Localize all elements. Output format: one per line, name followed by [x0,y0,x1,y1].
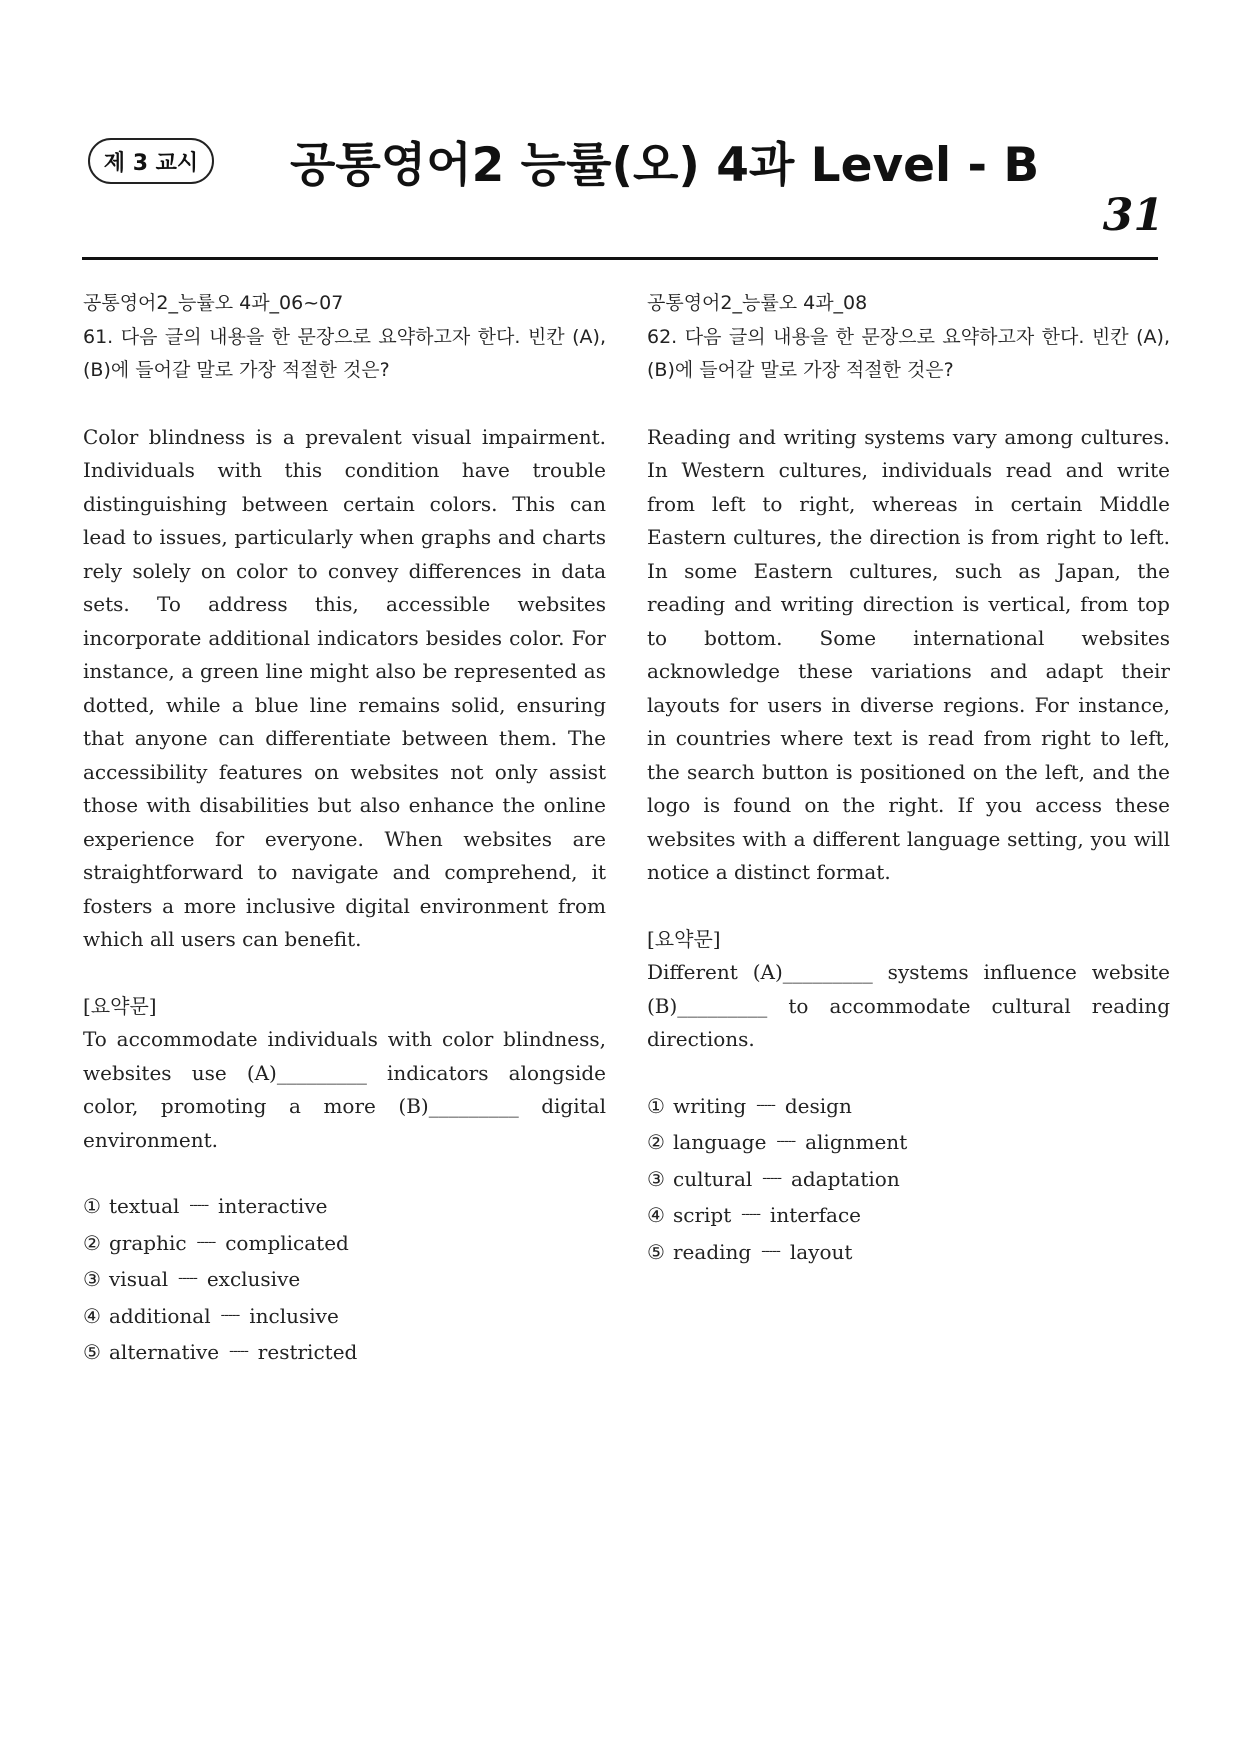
summary-label: [요약문] [83,993,157,1018]
option-word-a: additional [109,1303,211,1328]
option-separator: ----- [229,1343,248,1359]
option-word-b: complicated [225,1230,349,1255]
option-separator: ----- [761,1242,780,1259]
page-number: 31 [1102,190,1164,241]
option-separator: ----- [178,1270,197,1286]
option-separator: ----- [756,1096,775,1113]
option-number: ④ [83,1303,101,1328]
option-word-a: textual [109,1194,180,1218]
option-separator: ----- [762,1169,781,1186]
option-separator: ----- [220,1306,240,1323]
option-number: ① [647,1093,665,1118]
answer-option-3[interactable] [647,1163,1170,1200]
option-number: ② [647,1130,665,1154]
answer-option-1[interactable] [647,1090,1170,1127]
option-number: ⑤ [647,1239,665,1264]
option-separator: ----- [196,1233,216,1250]
option-word-b: design [784,1093,852,1118]
reading-passage: Color blindness is a prevalent visual impairment. Individuals with this condition have trouble distinguishing between certain colors. This can lead to issues, particularly when graphs and charts rely solely on color to convey differences in data sets. To address this, accessible websites incorporate additional indicators besides color. For instance, a green line might also be represented as dotted, while a blue line remains solid, ensuring that anyone can differentiate between them. The accessibility features on websites not only assist those with disabilities but also enhance the online experience for everyone. When websites are straightforward to navigate and comprehend, it fosters a more inclusive digital environment from which all users can benefit. [83,424,606,951]
question-source: 공통영어2_능률오 4과_06~07 [83,292,344,314]
option-word-a: writing [673,1093,747,1118]
answer-option-2[interactable] [83,1227,606,1264]
option-word-b: alignment [805,1130,908,1154]
answer-option-4[interactable] [83,1300,606,1337]
answer-option-5[interactable] [83,1336,606,1373]
answer-option-4[interactable] [647,1199,1170,1236]
summary-text: To accommodate individuals with color blindness, websites use (A)_________ indicators alongside color, promoting a more (B)_________ digital environment. [83,1027,606,1152]
option-word-a: visual [109,1267,169,1291]
option-number: ⑤ [83,1340,101,1364]
option-number: ② [83,1230,101,1255]
option-word-b: interactive [218,1194,328,1218]
answer-option-3[interactable] [83,1263,606,1300]
summary-text: Different (A)_________ systems influence website (B)_________ to accommodate cultural reading directions. [647,960,1170,1051]
option-number: ③ [647,1166,665,1191]
option-word-a: language [673,1130,767,1154]
option-word-a: reading [673,1239,752,1264]
answer-options [83,1190,606,1373]
answer-option-2[interactable] [647,1126,1170,1163]
option-word-b: adaptation [790,1166,900,1191]
option-separator: ----- [189,1197,209,1213]
summary-label: [요약문] [647,926,721,951]
question-62 [647,287,1170,1272]
question-stem: 61. 다음 글의 내용을 한 문장으로 요약하고자 한다. 빈칸 (A), (B)에 들어갈 말로 가장 적절한 것은? [83,325,606,381]
option-word-b: inclusive [249,1303,339,1328]
option-number: ③ [83,1267,101,1291]
option-word-a: graphic [109,1230,187,1255]
option-word-b: layout [789,1239,853,1264]
question-stem: 62. 다음 글의 내용을 한 문장으로 요약하고자 한다. 빈칸 (A), (B)에 들어갈 말로 가장 적절한 것은? [647,325,1170,381]
option-number: ① [83,1194,101,1218]
option-word-b: interface [769,1203,861,1227]
option-number: ④ [647,1203,665,1227]
page-title: 공통영어2 능률(오) 4과 Level - B [290,138,1040,193]
option-word-a: script [673,1203,732,1227]
option-word-a: cultural [673,1166,753,1191]
page-header [0,0,1240,270]
option-word-b: exclusive [206,1267,301,1291]
header-divider [82,257,1158,260]
option-word-a: alternative [109,1340,220,1364]
answer-option-5[interactable] [647,1236,1170,1273]
reading-passage: Reading and writing systems vary among cultures. In Western cultures, individuals read and write from left to right, whereas in certain Middle Eastern cultures, the direction is from right to left. In some Eastern cultures, such as Japan, the reading and writing direction is vertical, from top to bottom. Some international websites acknowledge these variations and adapt their layouts for users in diverse regions. For instance, in countries where text is read from right to left, the search button is positioned on the left, and the logo is found on the right. If you access these websites with a different language setting, you will notice a distinct format. [647,424,1170,884]
option-separator: ----- [776,1133,796,1149]
option-separator: ----- [741,1206,760,1222]
answer-option-1[interactable] [83,1190,606,1227]
option-word-b: restricted [257,1340,358,1364]
period-badge: 제 3 교시 [88,138,214,184]
answer-options [647,1090,1170,1273]
question-61 [83,287,606,1373]
question-source: 공통영어2_능률오 4과_08 [647,292,868,314]
